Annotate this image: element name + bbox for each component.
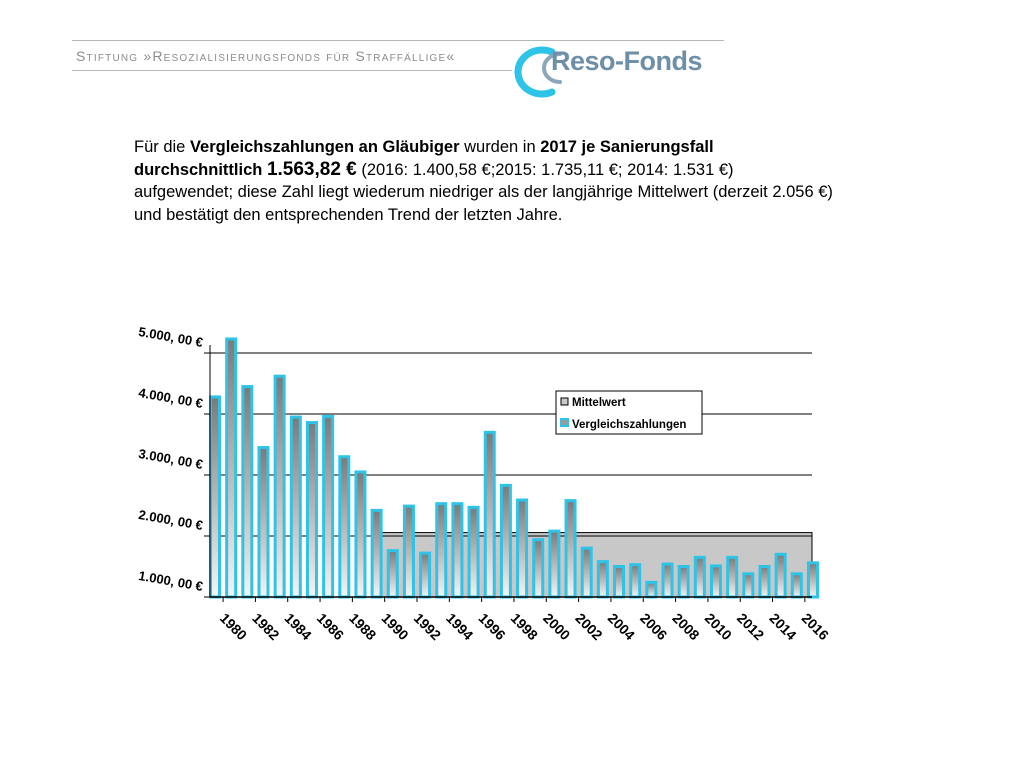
- bar-1983: [259, 448, 268, 597]
- bar-1987: [324, 416, 333, 597]
- bar-1991: [388, 551, 397, 597]
- bar-1981: [227, 339, 236, 597]
- legend-label-vergleichszahlungen: Vergleichszahlungen: [572, 419, 687, 431]
- y-tick-label: 3.000, 00 €: [137, 445, 205, 472]
- x-tick-label: 2010: [701, 609, 736, 644]
- foundation-name: Stiftung »Resozialisierungsfonds für Straffällige«: [76, 48, 456, 64]
- bar-1986: [307, 423, 316, 597]
- bar-2014: [760, 567, 769, 598]
- x-tick-label: 2016: [798, 609, 833, 644]
- bar-1998: [501, 485, 510, 597]
- bar-2015: [776, 554, 785, 597]
- bar-1996: [469, 507, 478, 597]
- logo-wordmark: Reso-Fonds: [551, 46, 703, 76]
- x-tick-label: 1996: [475, 609, 509, 644]
- bar-2009: [679, 567, 688, 598]
- bar-2013: [744, 574, 753, 597]
- bar-1992: [404, 506, 413, 597]
- intro-amount: 1.563,82 €: [266, 158, 357, 180]
- bar-1989: [356, 472, 365, 597]
- x-tick-label: 2002: [572, 609, 606, 644]
- bar-1984: [275, 376, 284, 597]
- bar-2005: [615, 567, 624, 598]
- intro-text-6: (2016: 1.400,58 €;2015: 1.735,11 €; 2014: 1.531 €) aufgewendet; diese Zahl liegt wiederum niedriger als der langjährige Mittelwert (derzeit 2.056 €) und bestätigt den entsprechenden Trend der letzten Jahre.: [134, 160, 833, 224]
- x-tick-label: 1980: [216, 609, 251, 644]
- bar-1982: [243, 387, 252, 597]
- bar-1993: [421, 553, 430, 597]
- bar-2017: [808, 563, 817, 597]
- y-tick-label: 4.000, 00 €: [137, 384, 205, 411]
- bar-1990: [372, 510, 381, 597]
- x-tick-label: 1986: [313, 609, 348, 644]
- bar-1999: [518, 500, 527, 597]
- bar-1988: [340, 457, 349, 597]
- intro-text-4: 2017 je Sanierungsfall durchschnittlich: [134, 138, 714, 179]
- legend-swatch-vergleichszahlungen: [561, 419, 568, 426]
- bar-2002: [566, 501, 575, 597]
- y-tick-label: 2.000, 00 €: [137, 506, 205, 533]
- bar-1985: [291, 417, 300, 597]
- bar-2011: [711, 566, 720, 597]
- bar-2010: [695, 557, 704, 597]
- x-tick-label: 2014: [766, 609, 800, 644]
- bar-1980: [211, 397, 220, 597]
- x-tick-label: 2008: [669, 609, 703, 644]
- x-tick-label: 2006: [637, 609, 671, 644]
- x-tick-label: 1998: [507, 609, 542, 644]
- x-tick-label: 1994: [443, 609, 477, 644]
- x-tick-label: 2012: [734, 609, 768, 644]
- bar-2003: [582, 548, 591, 597]
- bar-2004: [598, 562, 607, 597]
- intro-text-2: Vergleichszahlungen an Gläubiger: [189, 138, 460, 156]
- x-tick-label: 1988: [346, 609, 380, 644]
- bar-1994: [437, 504, 446, 597]
- x-tick-label: 2000: [540, 609, 574, 644]
- bar-2006: [631, 565, 640, 597]
- x-tick-label: 1990: [378, 609, 412, 644]
- x-tick-label: 1982: [249, 609, 283, 644]
- legend-swatch-mittelwert: [561, 398, 568, 405]
- bar-2007: [647, 582, 656, 597]
- bar-1997: [485, 432, 494, 597]
- bar-2016: [792, 574, 801, 597]
- bar-2012: [728, 557, 737, 597]
- bar-2008: [663, 564, 672, 597]
- y-tick-label: 5.000, 00 €: [137, 323, 205, 350]
- x-tick-label: 1992: [410, 609, 445, 644]
- legend-label-mittelwert: Mittelwert: [572, 397, 626, 409]
- bar-1995: [453, 504, 462, 597]
- y-tick-label: 1.000, 00 €: [137, 567, 205, 594]
- x-tick-label: 1984: [281, 609, 315, 644]
- bar-2000: [534, 540, 543, 597]
- x-tick-label: 2004: [604, 609, 639, 644]
- intro-text-3: wurden in: [459, 138, 541, 156]
- intro-text-1: Für die: [134, 138, 190, 156]
- bar-2001: [550, 531, 559, 597]
